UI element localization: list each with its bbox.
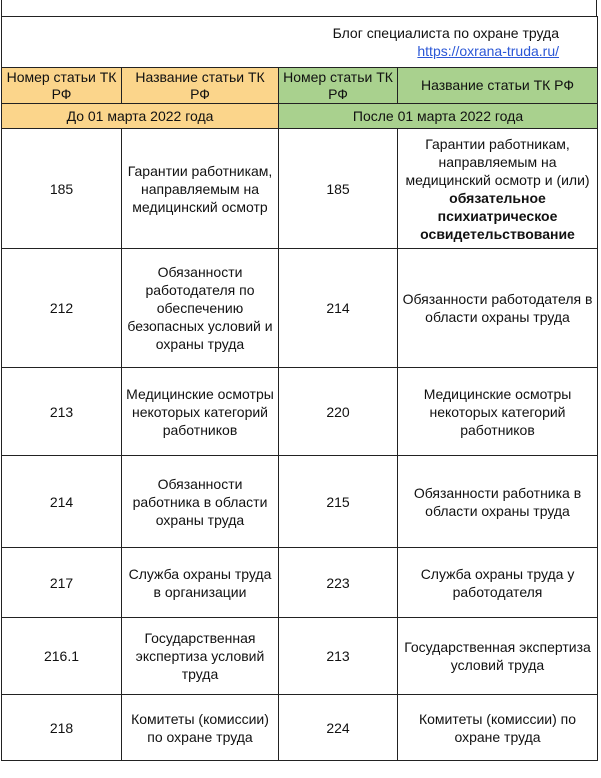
top-margin <box>1 0 597 16</box>
old-article-name: Государственная экспертиза условий труда <box>122 618 279 695</box>
new-article-number: 220 <box>279 368 398 456</box>
blog-header-cell <box>2 17 598 68</box>
new-article-number: 214 <box>279 249 398 368</box>
blog-header-row <box>2 17 598 68</box>
old-article-number: 218 <box>2 695 122 761</box>
old-article-name: Комитеты (комиссии) по охране труда <box>122 695 279 761</box>
old-article-name: Обязанности работодателя по обеспечению безопасных условий и охраны труда <box>122 249 279 368</box>
new-article-name <box>398 129 598 249</box>
old-article-number: 214 <box>2 456 122 548</box>
old-article-name: Медицинские осмотры некоторых категорий работников <box>122 368 279 456</box>
table-row <box>2 548 598 618</box>
period-before: До 01 марта 2022 года <box>2 104 279 129</box>
old-article-number: 212 <box>2 249 122 368</box>
new-article-name: Комитеты (комиссии) по охране труда <box>398 695 598 761</box>
comparison-table <box>1 16 598 761</box>
new-article-name: Государственная экспертиза условий труда <box>398 618 598 695</box>
table-row <box>2 249 598 368</box>
new-article-number: 223 <box>279 548 398 618</box>
table-row <box>2 456 598 548</box>
old-article-name: Обязанности работника в области охраны труда <box>122 456 279 548</box>
col-new-name: Название статьи ТК РФ <box>398 68 598 104</box>
col-old-number: Номер статьи ТК РФ <box>2 68 122 104</box>
table-row <box>2 618 598 695</box>
period-after: После 01 марта 2022 года <box>279 104 598 129</box>
old-article-name: Служба охраны труда в организации <box>122 548 279 618</box>
new-article-number: 213 <box>279 618 398 695</box>
new-name-bold-text: обязательное психиатрическое освидетельствование <box>420 189 575 242</box>
new-article-name: Медицинские осмотры некоторых категорий работников <box>398 368 598 456</box>
old-article-number: 185 <box>2 129 122 249</box>
new-article-name: Служба охраны труда у работодателя <box>398 548 598 618</box>
new-article-number: 185 <box>279 129 398 249</box>
old-article-number: 213 <box>2 368 122 456</box>
table-row <box>2 368 598 456</box>
blog-link[interactable]: https://oxrana-truda.ru/ <box>417 43 560 59</box>
col-new-number: Номер статьи ТК РФ <box>279 68 398 104</box>
col-old-name: Название статьи ТК РФ <box>122 68 279 104</box>
new-article-name: Обязанности работника в области охраны труда <box>398 456 598 548</box>
table-row <box>2 695 598 761</box>
column-header-row <box>2 68 598 104</box>
blog-title: Блог специалиста по охране труда <box>332 25 560 41</box>
old-article-number: 216.1 <box>2 618 122 695</box>
period-row <box>2 104 598 129</box>
new-article-name: Обязанности работодателя в области охраны труда <box>398 249 598 368</box>
old-article-name: Гарантии работникам, направляемым на медицинский осмотр <box>122 129 279 249</box>
spreadsheet <box>1 0 599 778</box>
new-name-text: Гарантии работникам, направляемым на медицинский осмотр и (или) <box>405 135 590 188</box>
new-article-number: 215 <box>279 456 398 548</box>
new-article-number: 224 <box>279 695 398 761</box>
old-article-number: 217 <box>2 548 122 618</box>
table-row <box>2 129 598 249</box>
